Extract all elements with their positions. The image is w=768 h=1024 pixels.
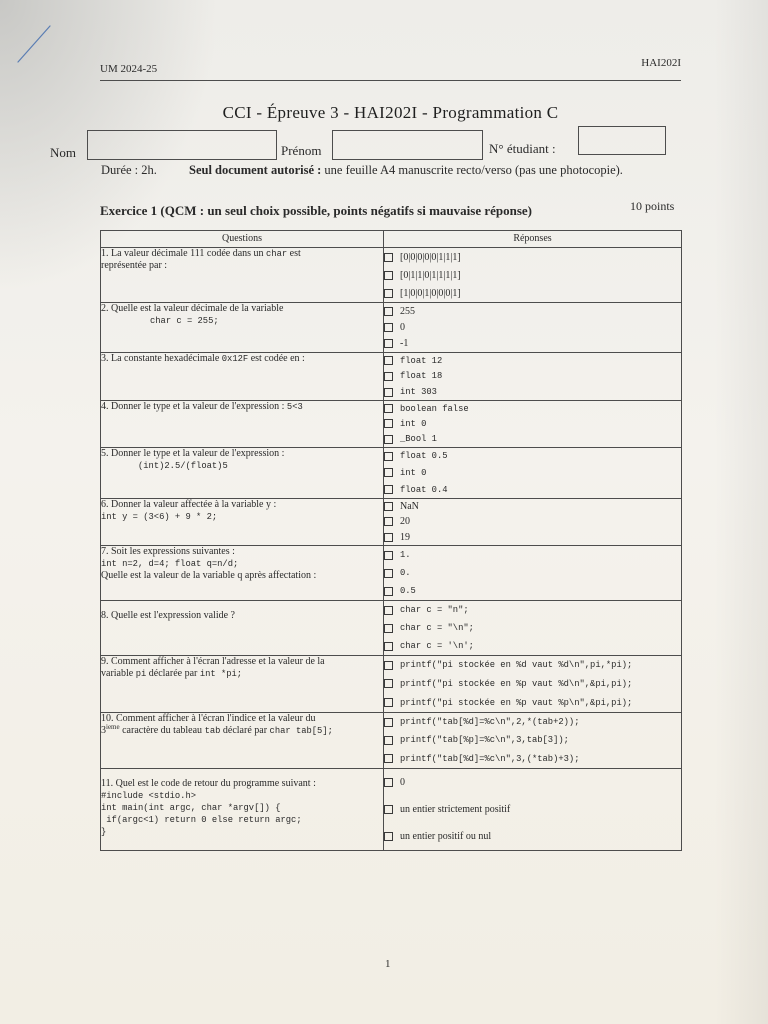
answer-text: _Bool 1 — [400, 434, 437, 445]
question-text: 2. Quelle est la valeur décimale de la variable — [101, 303, 284, 314]
question-line — [101, 353, 383, 365]
answer-option — [384, 531, 681, 543]
answers-cell — [384, 353, 682, 401]
answer-option — [384, 321, 681, 333]
question-line — [101, 260, 383, 272]
question-line — [101, 668, 383, 680]
checkbox-icon — [384, 533, 393, 542]
question-code: int *pi; — [199, 669, 243, 679]
question-line — [101, 826, 383, 838]
answer-option — [384, 287, 681, 299]
question-code: char tab[5]; — [269, 726, 333, 736]
question-code: (int)2.5/(float)5 — [138, 461, 228, 471]
answer-option — [384, 697, 681, 709]
question-row — [101, 656, 682, 713]
pen-mark — [12, 18, 62, 68]
question-code: int main(int argc, char *argv[]) { — [101, 803, 281, 813]
qcm-body — [101, 248, 682, 851]
question-text: 4. Donner le type et la valeur de l'expression : — [101, 401, 287, 412]
checkbox-icon — [384, 271, 393, 280]
answer-text: char c = '\n'; — [400, 641, 474, 651]
answer-option — [384, 355, 681, 367]
question-text: représentée par : — [101, 260, 168, 271]
answer-text: 255 — [400, 305, 415, 317]
question-cell — [101, 448, 384, 499]
answer-options — [384, 248, 681, 302]
question-line — [101, 802, 383, 814]
checkbox-icon — [384, 832, 393, 841]
answers-cell — [384, 601, 682, 656]
question-cell — [101, 248, 384, 303]
allowed-docs-label: Seul document autorisé : — [189, 163, 322, 177]
prenom-label: Prénom — [281, 143, 322, 158]
answer-option — [384, 516, 681, 528]
answer-options — [384, 303, 681, 352]
question-code: if(argc<1) return 0 else return argc; — [101, 815, 302, 825]
question-text: est codée en : — [248, 353, 305, 364]
answers-cell — [384, 769, 682, 851]
question-cell — [101, 546, 384, 601]
checkbox-icon — [384, 307, 393, 316]
question-text: Quelle est la valeur de la variable q après affectation : — [101, 570, 317, 581]
answer-text: printf("tab[%d]=%c\n",2,*(tab+2)); — [400, 717, 580, 728]
answer-option — [384, 403, 681, 415]
answer-option — [384, 433, 681, 445]
checkbox-icon — [384, 698, 393, 707]
answer-text: 19 — [400, 531, 410, 543]
answer-options — [384, 656, 681, 712]
answer-option — [384, 640, 681, 652]
question-row — [101, 769, 682, 851]
answer-text: boolean false — [400, 403, 469, 414]
answer-text: 1. — [400, 550, 411, 560]
checkbox-icon — [384, 435, 393, 444]
answer-option — [384, 370, 681, 382]
answer-option — [384, 753, 681, 765]
exam-title: CCI - Épreuve 3 - HAI202I - Programmation C — [222, 103, 559, 122]
nom-box — [87, 130, 277, 160]
answers-cell — [384, 546, 682, 601]
checkbox-icon — [384, 569, 393, 578]
question-text: caractère du tableau — [119, 725, 205, 736]
question-code: #include <stdio.h> — [101, 791, 197, 801]
checkbox-icon — [384, 736, 393, 745]
answer-text: float 18 — [400, 371, 443, 382]
question-code: int y = (3<6) + 9 * 2; — [101, 512, 218, 522]
answer-option — [384, 734, 681, 746]
answer-option — [384, 450, 681, 462]
question-line — [101, 303, 383, 315]
answer-text: un entier positif ou nul — [400, 831, 492, 842]
answer-option — [384, 386, 681, 398]
checkbox-icon — [384, 339, 393, 348]
answer-option — [384, 467, 681, 479]
question-text: 3. La constante hexadécimale — [101, 353, 222, 364]
answer-text: NaN — [400, 501, 419, 513]
checkbox-icon — [384, 372, 393, 381]
checkbox-icon — [384, 502, 393, 511]
question-text: variable — [101, 668, 136, 679]
answer-option — [384, 777, 681, 789]
question-text: 6. Donner la valeur affectée à la variable y : — [101, 499, 277, 510]
answers-cell — [384, 448, 682, 499]
question-line — [101, 448, 383, 460]
answer-option — [384, 804, 681, 816]
answer-options — [384, 713, 681, 768]
answer-option — [384, 305, 681, 317]
checkbox-icon — [384, 323, 393, 332]
question-line — [101, 248, 383, 260]
question-code: char c = 255; — [150, 316, 219, 326]
checkbox-icon — [384, 551, 393, 560]
etudiant-box — [578, 126, 666, 155]
answer-text: char c = "\n"; — [400, 623, 474, 633]
checkbox-icon — [384, 679, 393, 688]
answer-text: printf("pi stockée en %p vaut %d\n",&pi,pi); — [400, 678, 633, 689]
answer-text: int 303 — [400, 387, 437, 398]
question-cell — [101, 303, 384, 353]
question-code: 0x12F — [221, 354, 249, 364]
question-line — [101, 558, 383, 570]
answer-options — [384, 546, 681, 600]
answer-text: 0.5 — [400, 586, 416, 596]
checkbox-icon — [384, 661, 393, 670]
checkbox-icon — [384, 718, 393, 727]
question-line — [101, 511, 383, 523]
question-text: 9. Comment afficher à l'écran l'adresse et la valeur de la — [101, 656, 325, 667]
question-line — [101, 546, 383, 558]
answer-option — [384, 338, 681, 350]
question-line — [101, 610, 383, 622]
question-line — [101, 499, 383, 511]
nom-label: Nom — [50, 145, 76, 160]
checkbox-icon — [384, 805, 393, 814]
answer-option — [384, 585, 681, 597]
answer-text: printf("pi stockée en %d vaut %d\n",pi,*pi); — [400, 660, 633, 671]
duration: Durée : 2h. — [101, 163, 157, 177]
qcm-header-row — [101, 231, 682, 248]
answer-text: un entier strictement positif — [400, 804, 511, 815]
answers-cell — [384, 713, 682, 769]
answer-text: [1|0|0|1|0|0|0|1] — [400, 287, 461, 299]
question-code: pi — [135, 669, 147, 679]
checkbox-icon — [384, 485, 393, 494]
checkbox-icon — [384, 356, 393, 365]
questions-header: Questions — [101, 231, 384, 248]
question-text: 7. Soit les expressions suivantes : — [101, 546, 235, 557]
question-code: int n=2, d=4; float q=n/d; — [101, 559, 239, 569]
question-line — [101, 790, 383, 802]
question-line — [101, 315, 383, 327]
answer-option — [384, 418, 681, 430]
exercise-points: 10 points — [630, 199, 675, 213]
answer-option — [384, 549, 681, 561]
answer-text: char c = "n"; — [400, 605, 469, 615]
answer-text: 0 — [400, 321, 405, 333]
answer-text: 0 — [400, 777, 405, 788]
question-text: déclaré par — [220, 725, 270, 736]
question-line — [101, 656, 383, 668]
question-row — [101, 601, 682, 656]
answer-text: printf("tab[%p]=%c\n",3,tab[3]); — [400, 735, 569, 746]
prenom-box — [332, 130, 483, 160]
question-code: tab — [204, 726, 221, 736]
answer-option — [384, 716, 681, 728]
answer-text: [0|1|1|0|1|1|1|1] — [400, 269, 461, 281]
question-row — [101, 401, 682, 448]
answers-cell — [384, 499, 682, 546]
checkbox-icon — [384, 642, 393, 651]
page-number: 1 — [385, 958, 391, 970]
question-line — [101, 814, 383, 826]
answer-option — [384, 484, 681, 496]
checkbox-icon — [384, 778, 393, 787]
answer-options — [384, 448, 681, 498]
qcm-table — [100, 230, 682, 851]
answer-text: [0|0|0|0|0|1|1|1] — [400, 251, 461, 263]
answer-text: float 12 — [400, 355, 443, 366]
answer-option — [384, 604, 681, 616]
checkbox-icon — [384, 517, 393, 526]
answer-option — [384, 659, 681, 671]
checkbox-icon — [384, 452, 393, 461]
answer-option — [384, 622, 681, 634]
answer-text: 20 — [400, 516, 410, 528]
allowed-docs-text: une feuille A4 manuscrite recto/verso (pas une photocopie). — [324, 163, 623, 177]
question-row — [101, 353, 682, 401]
question-line — [101, 713, 383, 725]
checkbox-icon — [384, 468, 393, 477]
question-text: est — [287, 248, 301, 259]
answer-text: int 0 — [400, 418, 427, 429]
qcm-header — [101, 231, 682, 248]
question-line — [101, 725, 383, 737]
question-text: 11. Quel est le code de retour du programme suivant : — [101, 778, 316, 789]
answer-option — [384, 251, 681, 263]
question-row — [101, 499, 682, 546]
question-row — [101, 448, 682, 499]
question-line — [101, 460, 383, 472]
question-text: 8. Quelle est l'expression valide ? — [101, 610, 235, 621]
checkbox-icon — [384, 289, 393, 298]
answers-cell — [384, 248, 682, 303]
allowed-docs — [189, 163, 623, 178]
answers-header: Réponses — [384, 231, 682, 248]
checkbox-icon — [384, 253, 393, 262]
question-text: ieme — [106, 723, 120, 731]
question-cell — [101, 769, 384, 851]
answer-text: printf("pi stockée en %p vaut %p\n",&pi,pi); — [400, 697, 633, 708]
answer-text: printf("tab[%d]=%c\n",3,(*tab)+3); — [400, 753, 580, 764]
question-row — [101, 713, 682, 769]
question-cell — [101, 401, 384, 448]
answers-cell — [384, 656, 682, 713]
answers-cell — [384, 401, 682, 448]
checkbox-icon — [384, 587, 393, 596]
question-text: déclarée par — [146, 668, 200, 679]
question-row — [101, 248, 682, 303]
question-cell — [101, 499, 384, 546]
question-code: char — [266, 249, 288, 259]
answer-options — [384, 601, 681, 655]
answer-text: -1 — [400, 338, 409, 350]
question-text: 1. La valeur décimale 111 codée dans un — [101, 248, 267, 259]
answer-options — [384, 353, 681, 400]
answer-options — [384, 499, 681, 545]
question-text: 10. Comment afficher à l'écran l'indice et la valeur du — [101, 713, 316, 724]
answer-text: float 0.4 — [400, 484, 448, 495]
checkbox-icon — [384, 624, 393, 633]
answer-option — [384, 269, 681, 281]
question-row — [101, 303, 682, 353]
answer-text: int 0 — [400, 467, 427, 478]
checkbox-icon — [384, 388, 393, 397]
question-text: 3 — [101, 725, 106, 736]
answer-option — [384, 678, 681, 690]
question-cell — [101, 601, 384, 656]
question-line — [101, 570, 383, 582]
answers-cell — [384, 303, 682, 353]
checkbox-icon — [384, 404, 393, 413]
answer-option — [384, 501, 681, 513]
answer-options — [384, 769, 681, 850]
question-line — [101, 778, 383, 790]
etudiant-label: N° étudiant : — [489, 141, 556, 156]
question-code: 5<3 — [286, 402, 303, 412]
answer-text: 0. — [400, 568, 411, 578]
question-cell — [101, 353, 384, 401]
answer-text: float 0.5 — [400, 451, 448, 462]
course-year: UM 2024-25 — [100, 63, 158, 75]
header-rule — [100, 80, 681, 81]
checkbox-icon — [384, 419, 393, 428]
question-text: 5. Donner le type et la valeur de l'expression : — [101, 448, 285, 459]
answer-options — [384, 401, 681, 447]
question-cell — [101, 656, 384, 713]
question-cell — [101, 713, 384, 769]
question-code: } — [101, 827, 107, 837]
checkbox-icon — [384, 754, 393, 763]
checkbox-icon — [384, 606, 393, 615]
answer-option — [384, 831, 681, 843]
answer-option — [384, 567, 681, 579]
question-row — [101, 546, 682, 601]
question-line — [101, 401, 383, 413]
course-code: HAI202I — [641, 57, 681, 69]
exercise-title: Exercice 1 (QCM : un seul choix possible, points négatifs si mauvaise réponse) — [100, 203, 533, 218]
